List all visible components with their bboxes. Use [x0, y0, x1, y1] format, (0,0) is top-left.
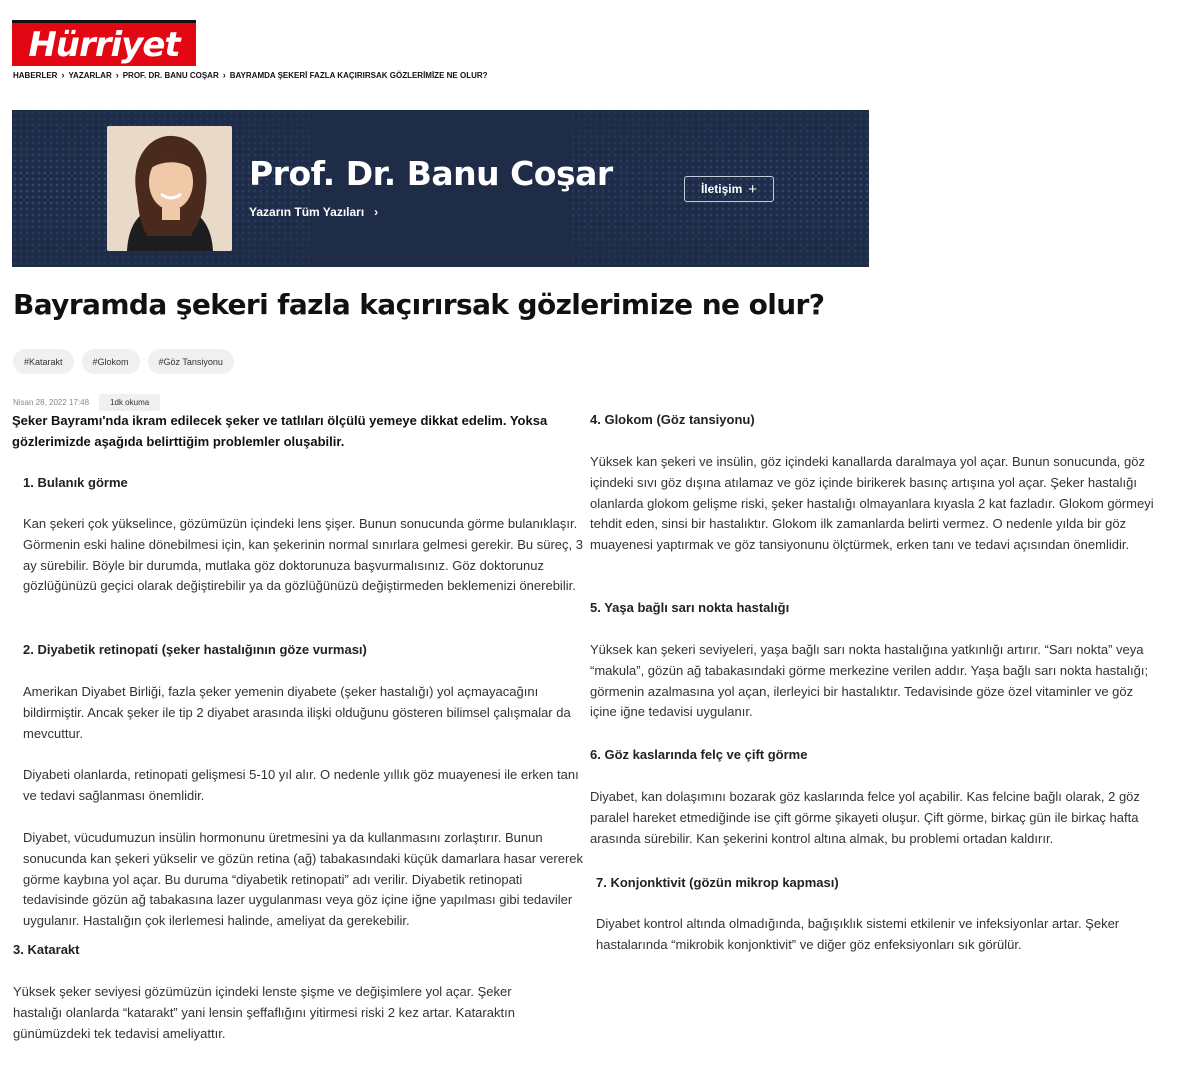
chevron-right-icon: ›	[222, 70, 226, 80]
author-banner	[12, 110, 869, 267]
section-paragraph: Kan şekeri çok yükselince, gözümüzün içindeki lens şişer. Bunun sonucunda görme bulanıklaşır. Görmenin eski haline dönebilmesi için, kan şekerinin normal sınırlara gelmesi gerekir. Bu süreç, 3 ay sürebilir. Böyle bir durumda, mutlaka göz doktorunuza başvurmalısınız. Göz doktorunuz gözlüğünüzü geçici olarak değiştirebilir ya da gözlüğünüzü değiştirmeden beklemenizi önerebilir.	[23, 516, 583, 594]
section-paragraph: Diyabet, vücudumuzun insülin hormonunu üretmesini ya da kullanmasını zorlaştırır. Bunun sonucunda kan şekeri yükselir ve gözün retina (ağ) tabakasındaki küçük damarlara hasar vererek görme kaybına yol açar. Bu duruma “diyabetik retinopati” adı verilir. Diyabetik retinopati tedavisinde gözün ağ tabakasına lazer uygulanması veya göz içine iğne yapılması gibi tedaviler uygulanır. Hastalığın çok ilerlemesi halinde, ameliyat da gerekebilir.	[23, 830, 584, 929]
article-title: Bayramda şekeri fazla kaçırırsak gözlerimize ne olur?	[13, 288, 825, 321]
section-paragraph: Amerikan Diyabet Birliği, fazla şeker yemenin diyabete (şeker hastalığı) yol açmayacağını bildirmiştir. Ancak şeker ile tip 2 diyabet arasında ilişki olduğunu gösteren bilimsel çalışmalar da mevcuttur.	[23, 684, 571, 741]
section-paragraph: Yüksek şeker seviyesi gözümüzün içindeki lenste şişme ve değişimlere yol açar. Şeker hastalığı olanlarda “katarakt” yani lensin şeffaflığını yitirmesi riski 2 kez artar. Kataraktın günümüzdeki tek tedavisi ameliyattır.	[13, 984, 515, 1041]
section-heading: 3. Katarakt	[13, 942, 80, 957]
section-heading: 4. Glokom (Göz tansiyonu)	[590, 412, 755, 427]
section-heading: 5. Yaşa bağlı sarı nokta hastalığı	[590, 600, 790, 615]
breadcrumb-haberler[interactable]: HABERLER	[13, 70, 58, 80]
article-meta	[13, 394, 160, 411]
author-name: Prof. Dr. Banu Coşar	[249, 154, 613, 193]
read-time-badge: 1dk okuma	[99, 394, 160, 411]
tag-list	[13, 349, 234, 374]
tag-glokom[interactable]: #Glokom	[82, 349, 140, 374]
section-paragraph: Diyabet kontrol altında olmadığında, bağışıklık sistemi etkilenir ve infeksiyonlar artar. Şeker hastalarında “mikrobik konjonktivit” ve diğer göz enfeksiyonları sık görülür.	[596, 916, 1120, 952]
breadcrumb-yazarlar[interactable]: YAZARLAR	[68, 70, 112, 80]
author-portrait-icon	[107, 126, 232, 251]
all-posts-label: Yazarın Tüm Yazıları	[249, 205, 365, 219]
chevron-right-icon: ›	[115, 70, 119, 80]
tag-goz-tansiyonu[interactable]: #Göz Tansiyonu	[148, 349, 234, 374]
breadcrumb-current: BAYRAMDA ŞEKERİ FAZLA KAÇIRIRSAK GÖZLERİMİZE NE OLUR?	[229, 70, 488, 80]
contact-label: İletişim	[700, 182, 743, 196]
section-heading: 2. Diyabetik retinopati (şeker hastalığının göze vurması)	[23, 642, 367, 657]
section-heading: 6. Göz kaslarında felç ve çift görme	[590, 747, 808, 762]
section-paragraph: Yüksek kan şekeri ve insülin, göz içindeki kanallarda daralmaya yol açar. Bunun sonucunda, göz içindeki sıvı göz dışına atılamaz ve göz içinde birikerek basınç artışına yol açar. Şeker hastalığı olanlarda glokom gelişme riski, şeker hastalığı olmayanlara kıyasla 2 kat fazladır. Glokom görmeyi tehdit eden, sinsi bir hastalıktır. Glokom ilk zamanlarda belirti vermez. O nedenle yılda bir göz muayenesi yaptırmak ve göz tansiyonunu ölçtürmek, erken tanı ve tedavi açısından önemlidir.	[590, 454, 1154, 553]
breadcrumb	[13, 70, 488, 80]
chevron-right-icon: ›	[374, 205, 379, 219]
section-paragraph: Yüksek kan şekeri seviyeleri, yaşa bağlı sarı nokta hastalığına yatkınlığı artırır. “Sarı nokta” veya “makula”, gözün ağ tabakasındaki görme merkezine verilen addır. Yaşa bağlı sarı nokta hastalığı; görmenin azalmasına yol açan, ilerleyici bir hastalıktır. Tedavisinde göze özel vitaminler ve göz içine iğne tedavisi uygulanır.	[590, 642, 1149, 720]
tag-katarakt[interactable]: #Katarakt	[13, 349, 74, 374]
hurriyet-logo[interactable]	[12, 20, 196, 66]
chevron-right-icon: ›	[61, 70, 65, 80]
plus-icon: +	[748, 180, 758, 198]
breadcrumb-author[interactable]: PROF. DR. BANU COŞAR	[122, 70, 219, 80]
section-heading: 1. Bulanık görme	[23, 475, 128, 490]
contact-button[interactable]	[684, 176, 774, 202]
logo-text: Hürriyet	[28, 24, 180, 65]
author-avatar[interactable]	[107, 126, 232, 251]
section-paragraph: Diyabeti olanlarda, retinopati gelişmesi 5-10 yıl alır. O nedenle yıllık göz muayenesi ile erken tanı ve tedavi sağlanması önemlidir.	[23, 767, 579, 803]
article-intro: Şeker Bayramı'nda ikram edilecek şeker ve tatlıları ölçülü yemeye dikkat edelim. Yoksa gözlerimizde aşağıda belirttiğim problemler oluşabilir.	[12, 413, 548, 449]
section-heading: 7. Konjonktivit (gözün mikrop kapması)	[596, 875, 839, 890]
section-paragraph: Diyabet, kan dolaşımını bozarak göz kaslarında felce yol açabilir. Kas felcine bağlı olarak, 2 göz paralel hareket etmediğinde ise çift görme şikayeti oluşur. Çift görme, birkaç gün ile birkaç hafta arasında sürebilir. Kan şekerini kontrol altına almak, bu problemi ortadan kaldırır.	[590, 789, 1140, 846]
publish-date: Nisan 28, 2022 17:48	[13, 398, 90, 407]
all-posts-link[interactable]	[249, 205, 378, 219]
